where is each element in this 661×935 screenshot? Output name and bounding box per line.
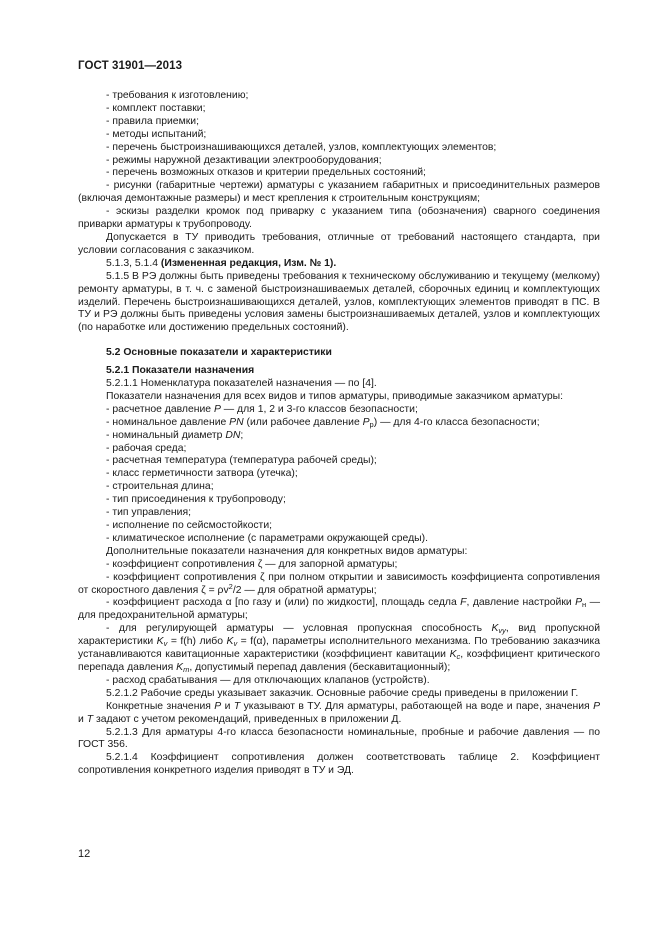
section-heading-5-2: 5.2 Основные показатели и характеристики	[106, 347, 332, 359]
clause-number: 5.1.3, 5.1.4	[106, 257, 158, 269]
list-item: - методы испытаний;	[106, 128, 207, 140]
list-item-nominal-pressure: - номинальное давление PN (или рабочее давление $P_р$) — для 4-го класса безопасности;	[106, 416, 540, 429]
paragraph-p-t-values: Конкретные значения P и T указывают в ТУ. Для арматуры, работающей на воде и паре, значения P и T задают с учетом рекомендаций, приведенных в приложении Д.	[78, 700, 601, 725]
clause-5-1-5: 5.1.5 В РЭ должны быть приведены требования к техническому обслуживанию и текущему (мелкому) ремонту арматуры, в т. ч. с заменой быстроизнашиваемых деталей, сборочных единиц и комплектующих изделий. Перечень быстроизнашивающихся деталей, узлов, комплектующих элементов приводят в ПС. В ТУ и РЭ должны быть приведены условия замены быстроизнашиваемых деталей, узлов и комплектующих (по наработке или достижению предельных состояний).	[78, 270, 600, 334]
clause-5-2-1-1: 5.2.1.1 Номенклатура показателей назначения — по [4].	[106, 378, 377, 390]
list-item-flow-coef: - коэффициент расхода α [по газу и (или) по жидкости], площадь седла F, давление настройки $P_н$ — для предохранительной арматуры;	[78, 597, 600, 622]
page-number: 12	[78, 848, 91, 860]
list-item: - расчетная температура (температура рабочей среды);	[106, 455, 377, 467]
amendment-note: (Измененная редакция, Изм. № 1).	[160, 257, 337, 269]
list-item-resistance-dependency: - коэффициент сопротивления ζ при полном открытии и зависимость коэффициента сопротивления от скоростного давления $\zeta = \rho v^2/2$ — для обратной арматуры;	[78, 571, 600, 596]
list-item-release-flow: - расход срабатывания — для отключающих клапанов (устройств).	[106, 674, 430, 686]
list-item-nominal-diameter: - номинальный диаметр DN;	[106, 429, 244, 441]
list-item: - климатическое исполнение (с параметрами окружающей среды).	[106, 532, 428, 544]
list-item: - перечень быстроизнашивающихся деталей, узлов, комплектующих элементов;	[106, 141, 497, 153]
list-item-design-pressure: - расчетное давление P — для 1, 2 и 3-го классов безопасности;	[106, 403, 418, 415]
document-header: ГОСТ 31901—2013	[78, 60, 183, 72]
list-item: - правила приемки;	[106, 115, 199, 127]
clause-5-2-1-2: 5.2.1.2 Рабочие среды указывает заказчик. Основные рабочие среды приведены в приложении Г.	[106, 687, 579, 699]
list-item-resistance-coef: - коэффициент сопротивления ζ — для запорной арматуры;	[106, 558, 398, 570]
list-item-drawings: - рисунки (габаритные чертежи) арматуры с указанием габаритных и присоединительных размеров (включая демонтажные размеры) и мест крепления к строительным конструкциям;	[78, 180, 600, 205]
list-item: - рабочая среда;	[106, 442, 187, 454]
list-item-control-valve: - для регулирующей арматуры — условная пропускная способность $K_{vy}$, вид пропускной характеристики $K_v = f(h)$ либо $K_v = f(\alpha)$, параметры исполнительного механизма. По требованию заказчика устанавливаются кавитационные характеристики (коэффициент кавитации $K_c$, коэффициент критического перепада давления $K_m$, допустимый перепад давления (бескавитационный);	[78, 623, 601, 674]
subsection-heading-5-2-1: 5.2.1 Показатели назначения	[106, 365, 255, 377]
paragraph-allowed: Допускается в ТУ приводить требования, отличные от требований настоящего стандарта, при условии согласования с заказчиком.	[78, 231, 600, 256]
list-item: - перечень возможных отказов и критерии предельных состояний;	[106, 167, 426, 179]
clause-5-2-1-4: 5.2.1.4 Коэффициент сопротивления должен соответствовать таблице 2. Коэффициент сопротивления конкретного изделия приводят в ТУ и ЭД.	[78, 752, 600, 777]
paragraph-general-indicators: Показатели назначения для всех видов и типов арматуры, приводимые заказчиком арматуры:	[106, 390, 563, 402]
list-item: - требования к изготовлению;	[106, 90, 249, 101]
clause-5-2-1-3: 5.2.1.3 Для арматуры 4-го класса безопасности номинальные, пробные и рабочие давления — по ГОСТ 356.	[78, 726, 600, 751]
list-item: - исполнение по сейсмостойкости;	[106, 520, 273, 531]
list-item-sketches: - эскизы разделки кромок под приварку с указанием типа (обозначения) сварного соединения приварки арматуры к трубопроводу.	[78, 206, 600, 231]
list-item: - строительная длина;	[106, 481, 214, 493]
paragraph-additional-indicators: Дополнительные показатели назначения для конкретных видов арматуры:	[106, 545, 468, 557]
document-body	[78, 90, 600, 778]
clause-5-1-3	[78, 258, 600, 271]
list-item: - класс герметичности затвора (утечка);	[106, 468, 298, 480]
list-item: - комплект поставки;	[106, 102, 206, 114]
list-item: - тип присоединения к трубопроводу;	[106, 494, 286, 506]
list-item: - тип управления;	[106, 507, 191, 519]
list-item: - режимы наружной дезактивации электрооборудования;	[106, 154, 382, 166]
